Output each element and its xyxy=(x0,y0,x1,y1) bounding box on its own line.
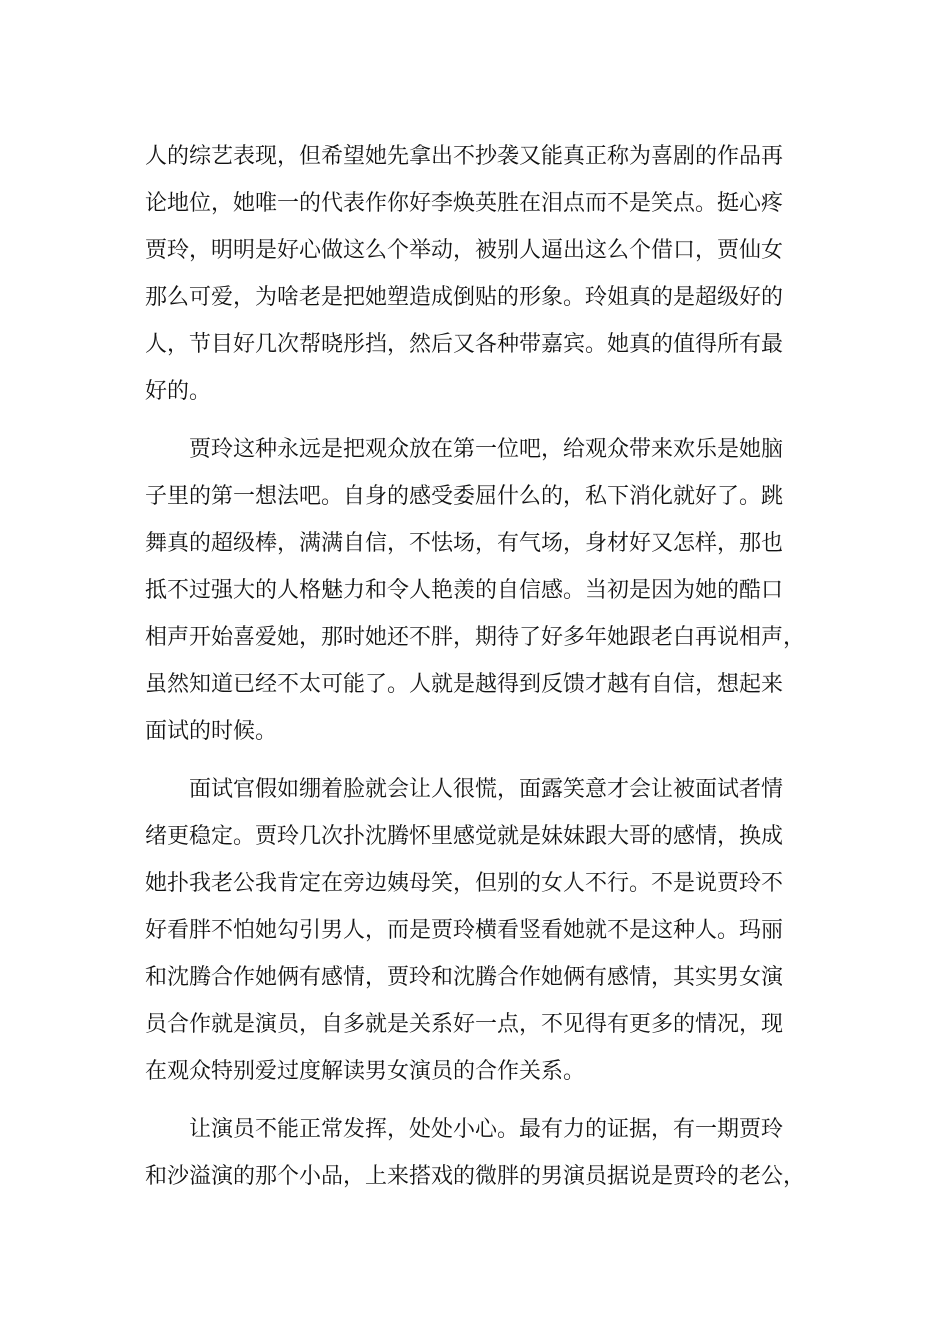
text-line: 她扑我老公我肯定在旁边姨母笑，但别的女人不行。不是说贾玲不 xyxy=(145,871,784,896)
paragraph-4 xyxy=(145,1106,825,1200)
text-line: 绪更稳定。贾玲几次扑沈腾怀里感觉就是妹妹跟大哥的感情，换成 xyxy=(145,824,784,849)
text-line: 和沈腾合作她俩有感情，贾玲和沈腾合作她俩有感情，其实男女演 xyxy=(145,965,784,990)
text-line: 员合作就是演员，自多就是关系好一点，不见得有更多的情况，现 xyxy=(145,1012,784,1037)
text-line: 子里的第一想法吧。自身的感受委屈什么的，私下消化就好了。跳 xyxy=(145,484,784,509)
text-line: 抵不过强大的人格魅力和令人艳羡的自信感。当初是因为她的酷口 xyxy=(145,578,784,603)
text-line: 和沙溢演的那个小品，上来搭戏的微胖的男演员据说是贾玲的老公， xyxy=(145,1164,806,1189)
text-line: 在观众特别爱过度解读男女演员的合作关系。 xyxy=(145,1059,586,1084)
text-line: 面试的时候。 xyxy=(145,719,278,744)
text-line: 好看胖不怕她勾引男人，而是贾玲横看竖看她就不是这种人。玛丽 xyxy=(145,918,784,943)
text-line: 舞真的超级棒，满满自信，不怯场，有气场，身材好又怎样，那也 xyxy=(145,531,784,556)
text-line: 人的综艺表现，但希望她先拿出不抄袭又能真正称为喜剧的作品再 xyxy=(145,144,784,169)
text-line: 人，节目好几次帮晓彤挡，然后又各种带嘉宾。她真的值得所有最 xyxy=(145,332,784,357)
document-body xyxy=(145,133,825,1200)
text-line: 论地位，她唯一的代表作你好李焕英胜在泪点而不是笑点。挺心疼 xyxy=(145,191,784,216)
paragraph-3 xyxy=(145,766,825,1095)
text-line: 那么可爱，为啥老是把她塑造成倒贴的形象。玲姐真的是超级好的 xyxy=(145,285,784,310)
paragraph-2 xyxy=(145,426,825,755)
text-line: 贾玲，明明是好心做这么个举动，被别人逼出这么个借口，贾仙女 xyxy=(145,238,784,263)
text-line: 好的。 xyxy=(145,379,212,404)
text-line: 面试官假如绷着脸就会让人很慌，面露笑意才会让被面试者情 xyxy=(189,777,784,802)
paragraph-gap xyxy=(145,415,825,426)
paragraph-gap xyxy=(145,1095,825,1106)
paragraph-gap xyxy=(145,755,825,766)
text-line: 虽然知道已经不太可能了。人就是越得到反馈才越有自信，想起来 xyxy=(145,672,784,697)
paragraph-1 xyxy=(145,133,825,415)
text-line: 让演员不能正常发挥，处处小心。最有力的证据，有一期贾玲 xyxy=(189,1117,784,1142)
text-line: 贾玲这种永远是把观众放在第一位吧，给观众带来欢乐是她脑 xyxy=(189,437,784,462)
text-line: 相声开始喜爱她，那时她还不胖，期待了好多年她跟老白再说相声， xyxy=(145,625,806,650)
